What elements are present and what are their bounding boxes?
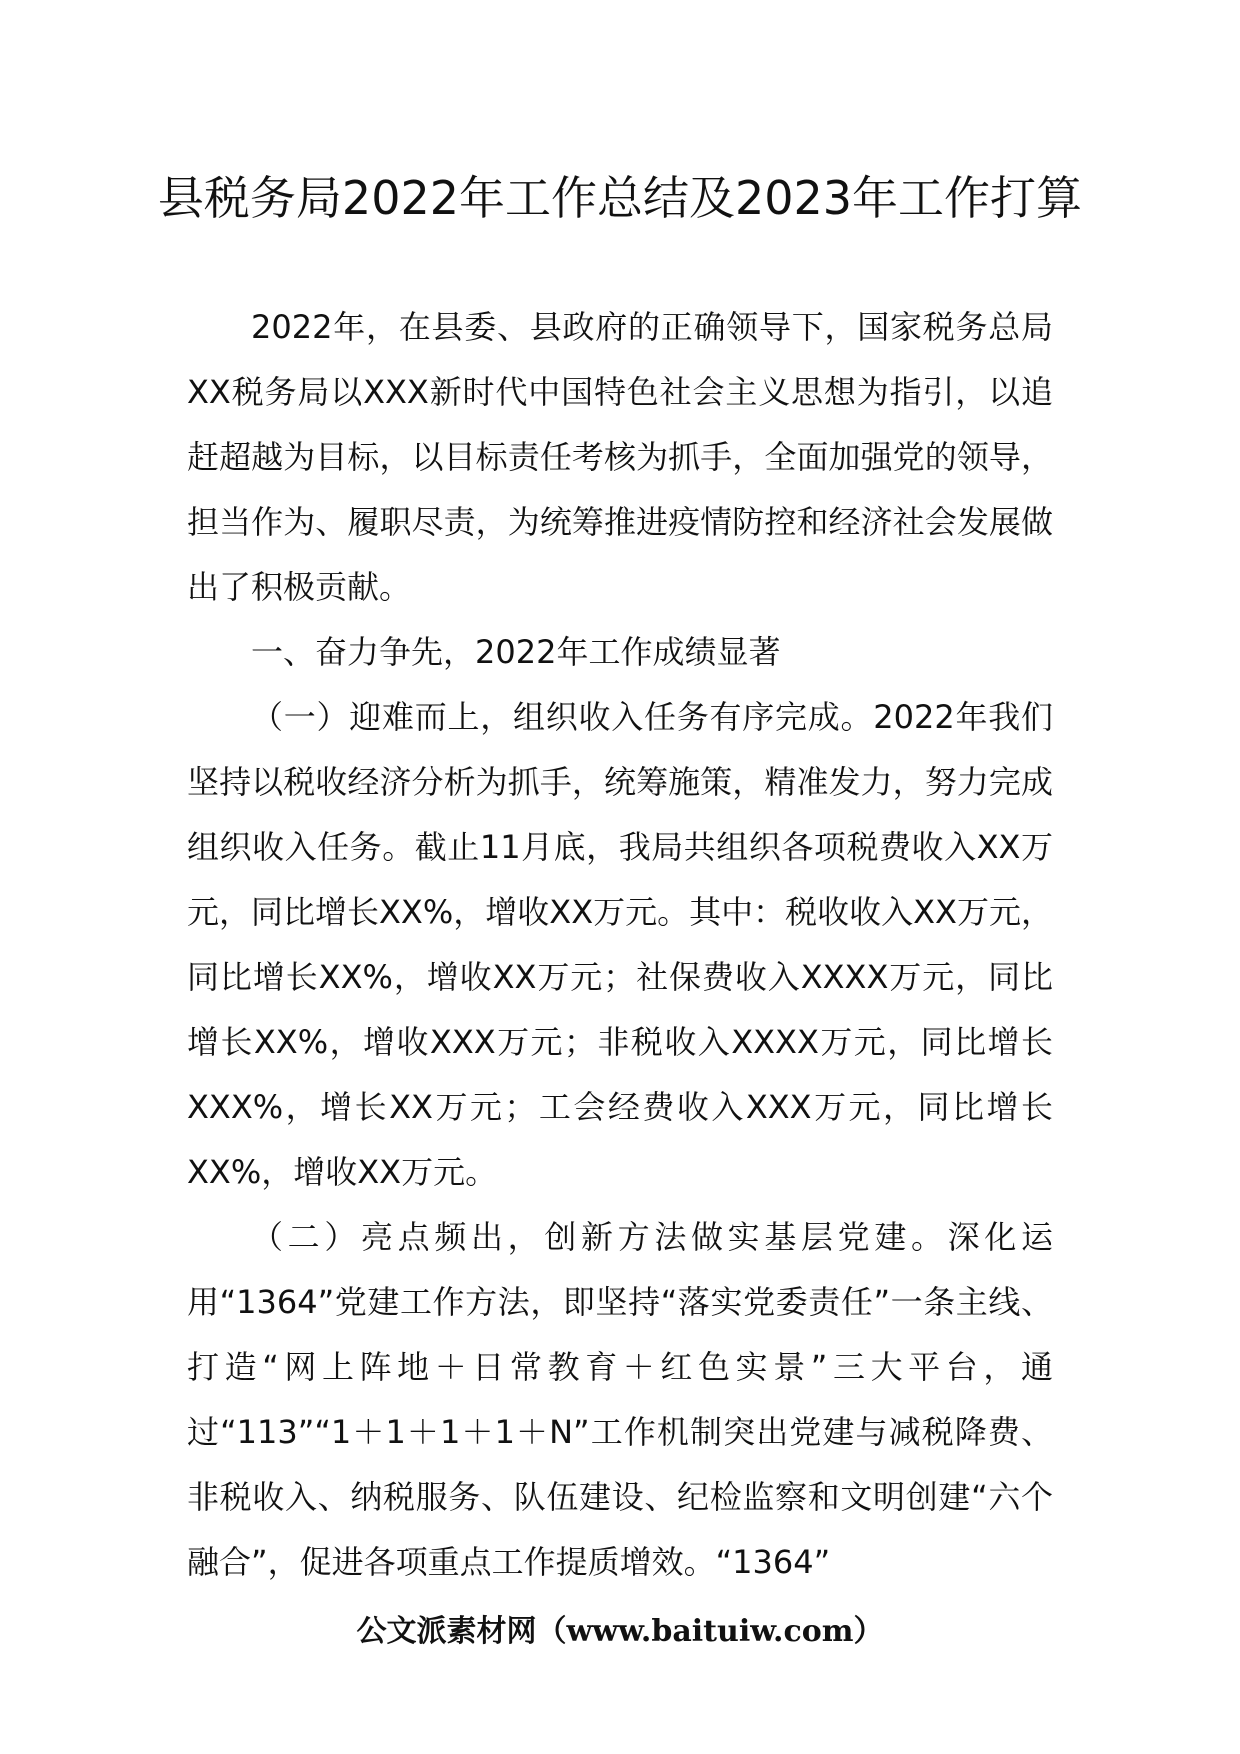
footer-watermark: 公文派素材网（www.baituiw.com） — [356, 1614, 884, 1649]
intro-paragraph: 2022年，在县委、县政府的正确领导下，国家税务总局XX税务局以XXX新时代中国特色社会主义思想为指引，以追赶超越为目标，以目标责任考核为抓手，全面加强党的领导，担当作为、履职尽责，为统筹推进疫情防控和经济社会发展做出了积极贡献。 — [187, 308, 1053, 606]
section-heading: 一、奋力争先，2022年工作成绩显著 — [251, 633, 781, 671]
document-body — [187, 295, 1053, 1595]
paragraph-party-building: （二）亮点频出，创新方法做实基层党建。深化运用“1364”党建工作方法，即坚持“落实党委责任”一条主线、打造“网上阵地＋日常教育＋红色实景”三大平台，通过“113”“1＋1＋1＋1＋N”工作机制突出党建与减税降费、非税收入、纳税服务、队伍建设、纪检监察和文明创建“六个融合”，促进各项重点工作提质增效。“1364” — [187, 1218, 1053, 1581]
document-title: 县税务局2022年工作总结及2023年工作打算 — [157, 171, 1083, 225]
paragraph-revenue: （一）迎难而上，组织收入任务有序完成。2022年我们坚持以税收经济分析为抓手，统筹施策，精准发力，努力完成组织收入任务。截止11月底，我局共组织各项税费收入XX万元，同比增长XX%，增收XX万元。其中：税收收入XX万元，同比增长XX%，增收XX万元；社保费收入XXXX万元，同比增长XX%，增收XXX万元；非税收入XXXX万元，同比增长XXX%，增长XX万元；工会经费收入XXX万元，同比增长XX%，增收XX万元。 — [187, 698, 1053, 1191]
